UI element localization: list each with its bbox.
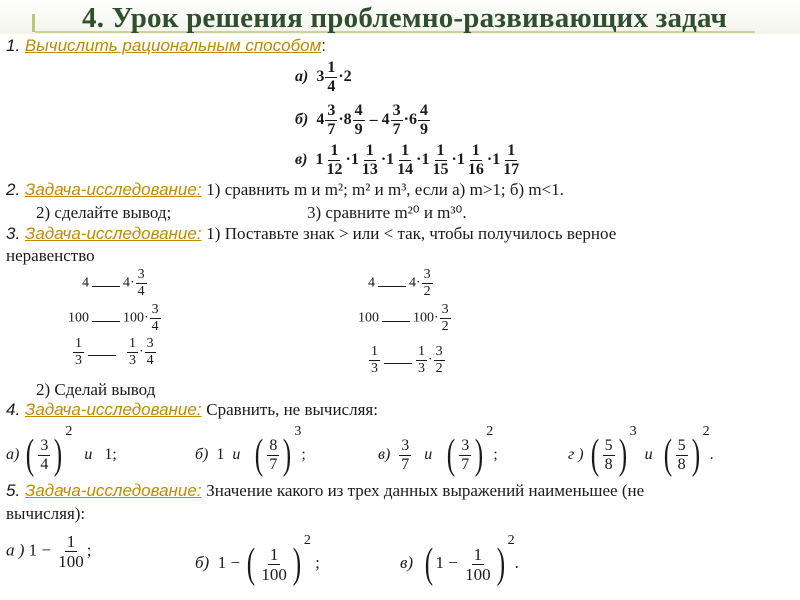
task-2-number: 2. <box>6 180 21 199</box>
task-1-heading <box>6 36 326 56</box>
task-5-number: 5. <box>6 481 21 500</box>
task-1-label-b: б) <box>295 111 309 129</box>
task-1-colon: : <box>321 36 326 55</box>
task-4-expr-c: в) $\frac{3}{7}$ и ( $\frac{3}{7}$ )2; <box>378 424 498 479</box>
task-3-ineq-6: $\frac{1}{3}$ $\frac{1}{3}$ · $\frac{3}{2}$ <box>371 344 443 376</box>
task-3-conclusion: 2) Сделай вывод <box>36 380 156 399</box>
task-4-expr-a: а) ( $\frac{3}{4}$ )2 и 1; <box>6 424 117 479</box>
task-4-expr-d: г ) ( $\frac{5}{8}$ )3 и ( $\frac{5}{8}$ )2. <box>568 424 714 479</box>
task-5-minus-c: − <box>448 553 458 572</box>
task-5-heading <box>6 481 644 501</box>
task-5-line-1: Значение какого из трех данных выражений наименьшее (не <box>206 481 645 500</box>
task-3-ineq-1: 4 4· $\frac{3}{4}$ <box>82 267 145 299</box>
task-4-and-c: и <box>424 446 433 463</box>
page-title: 4. Урок решения проблемно-развивающих задач <box>82 2 728 34</box>
task-5-label-c: в) <box>400 553 414 572</box>
task-3-ineq-2: 100 100· $\frac{3}{4}$ <box>68 302 159 334</box>
task-3-ineq-3: $\frac{1}{3}$ $\frac{1}{3}$ · $\frac{3}{4}$ <box>75 336 154 368</box>
task-1-expr-b: б) 4 $\frac{3}{7}$ ·8 $\frac{4}{9}$ – 4 $\frac{3}{7}$ ·6 $\frac{4}{9}$ <box>295 102 428 138</box>
task-2-line-1: 1) сравнить m и m²; m² и m³, если а) m>1; б) m<1. <box>206 180 564 199</box>
task-2-title: Задача-исследование: <box>24 180 202 199</box>
task-3-line-1: 1) Поставьте знак > или < так, чтобы получилось верное <box>206 224 617 243</box>
task-2-line-2b: 3) сравните m²⁰ и m³⁰. <box>307 203 467 222</box>
task-1-label-c: в) <box>295 151 308 169</box>
task-1-title: Вычислить рациональным способом <box>24 36 322 55</box>
task-4-number: 4. <box>6 400 21 419</box>
task-5-expr-c: в) ( 1 − $\frac{1}{100}$ )$^2$. <box>400 533 519 588</box>
task-4-and-d: и <box>644 446 653 463</box>
task-4-label-a: а) <box>6 446 20 463</box>
task-4-one: 1 <box>104 446 113 463</box>
task-3-number: 3. <box>6 224 21 243</box>
title-accent <box>32 14 35 32</box>
task-4-label-b: б) <box>195 446 209 463</box>
task-3-title: Задача-исследование: <box>24 224 202 243</box>
task-1-label-a: а) <box>295 68 309 86</box>
task-4-semi-c: ; <box>493 446 498 463</box>
task-1-expr-c: в) 1 $\frac{1}{12}$ ·1 $\frac{1}{13}$ ·1 $\frac{1}{14}$ ·1 $\frac{1}{15}$ ·1 $\frac{1}{16}$ ·1 $\frac{1}{17}$ <box>295 142 520 178</box>
task-3-line-2: неравенство <box>6 246 95 265</box>
task-4-label-d: г ) <box>568 446 584 463</box>
task-4-dot: . <box>709 446 714 463</box>
task-5-one-c: 1 <box>435 553 445 572</box>
task-5-title: Задача-исследование: <box>24 481 202 500</box>
task-4-and-a: и <box>84 446 93 463</box>
task-5-line-2: вычисляя): <box>6 504 86 523</box>
task-3-heading <box>6 224 616 244</box>
task-4-semi-b: ; <box>301 446 306 463</box>
task-5-one-a: 1 <box>28 540 38 560</box>
task-1-expr-a: а) 3 $\frac{1}{4}$ ·2 <box>295 59 352 95</box>
task-4-semi-a: ; <box>112 446 117 463</box>
task-5-minus-b: − <box>230 553 241 572</box>
task-1-number: 1. <box>6 36 21 55</box>
task-4-label-c: в) <box>378 446 391 463</box>
task-5-one-b: 1 <box>217 553 227 572</box>
task-4-expr-b: б) 1 и ( $\frac{8}{7}$ )3; <box>195 424 306 479</box>
task-4-text: Сравнить, не вычисляя: <box>206 400 378 419</box>
task-2-line-2a: 2) сделайте вывод; <box>36 203 172 222</box>
task-5-label-b: б) <box>195 553 210 572</box>
task-5-minus-a: − <box>41 540 52 560</box>
task-5-expr-a: а ) 1 − $\frac{1}{100}$ ; <box>6 532 92 571</box>
task-3-ineq-4: 4 4· $\frac{3}{2}$ <box>368 267 431 299</box>
task-5-label-a: а ) <box>6 540 25 560</box>
task-5-expr-b: б) 1 − ( $\frac{1}{100}$ )$^2$ ; <box>195 533 320 588</box>
task-4-and-b: и <box>232 446 241 463</box>
task-4-title: Задача-исследование: <box>24 400 202 419</box>
task-4-heading <box>6 400 378 420</box>
task-3-ineq-5: 100 100· $\frac{3}{2}$ <box>358 302 449 334</box>
task-2-heading <box>6 180 564 200</box>
